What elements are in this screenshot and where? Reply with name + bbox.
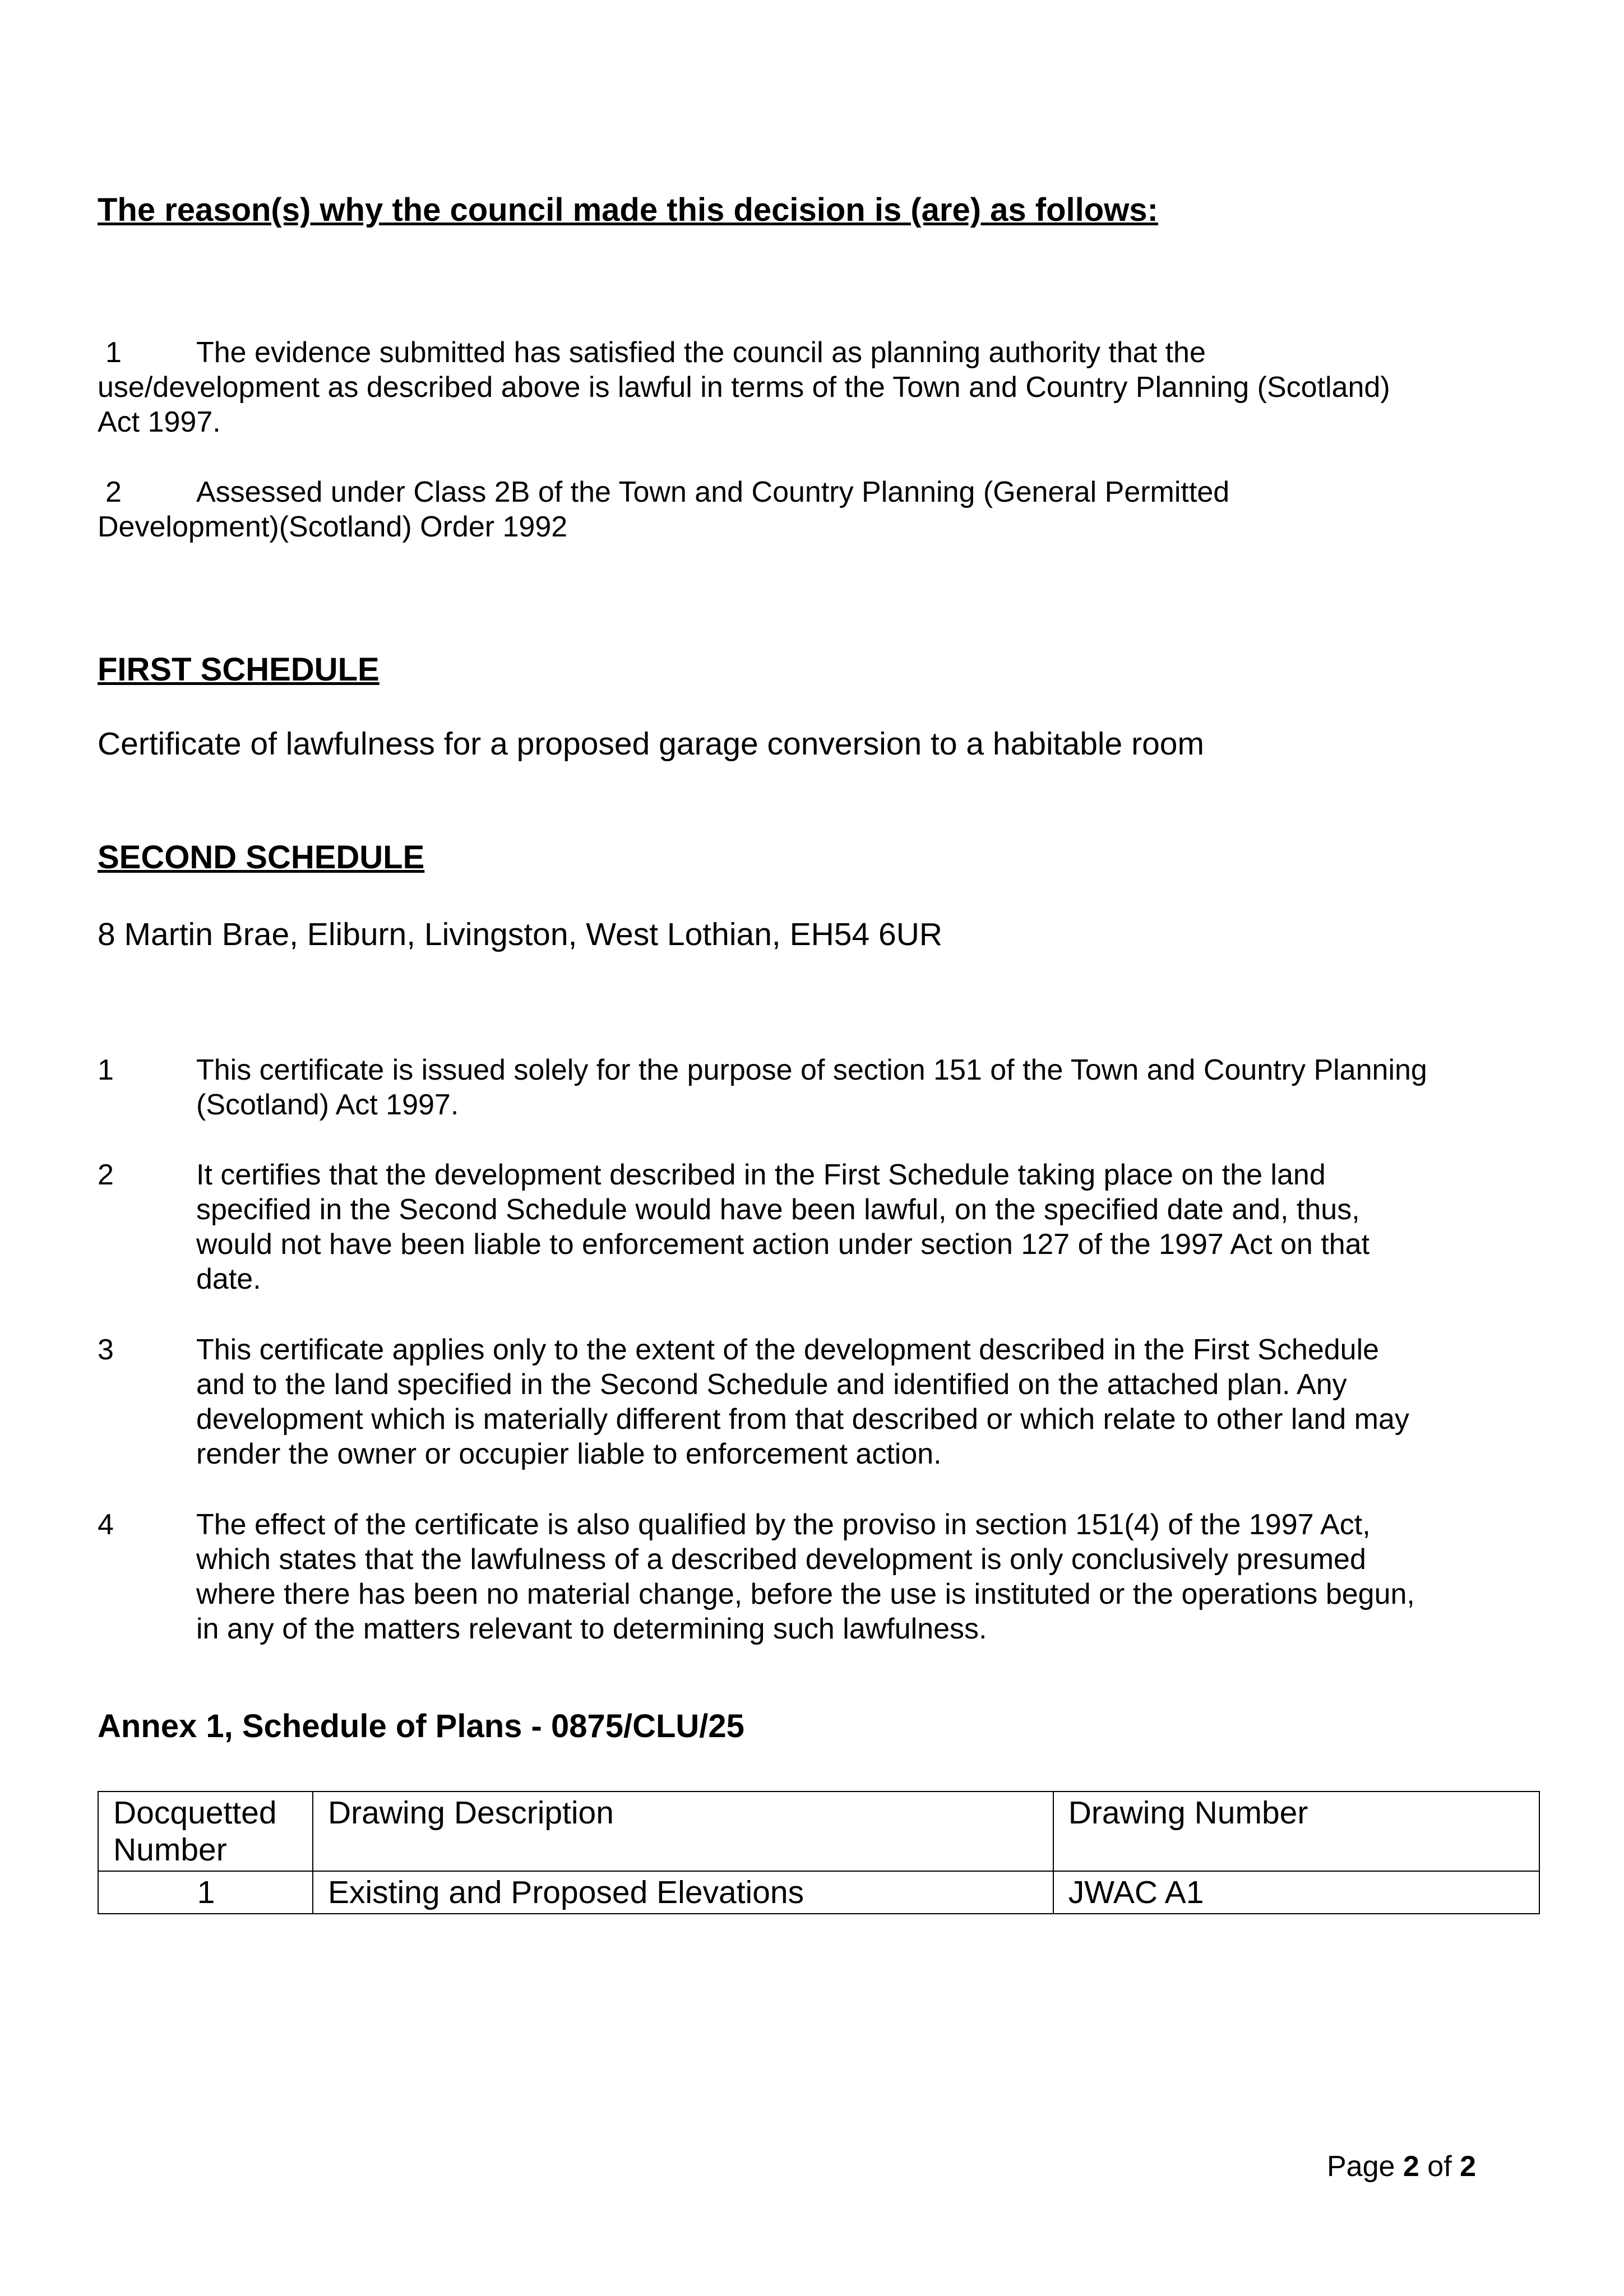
table-header-row [98, 1792, 1539, 1871]
reason-text: The evidence submitted has satisfied the council as planning authority that the [196, 336, 1206, 369]
table-cell-drawing-description: Existing and Proposed Elevations [313, 1871, 1053, 1914]
second-schedule-heading: SECOND SCHEDULE [98, 839, 425, 876]
table-cell-drawing-number: JWAC A1 [1053, 1871, 1539, 1914]
condition-item-2 [98, 1158, 1555, 1297]
condition-line: The effect of the certificate is also qualified by the proviso in section 151(4) of the 1997 Act, [196, 1508, 1371, 1541]
condition-number: 3 [98, 1334, 114, 1366]
condition-text [196, 1332, 1586, 1471]
annex-heading: Annex 1, Schedule of Plans - 0875/CLU/25 [98, 1708, 744, 1744]
condition-line: where there has been no material change, before the use is instituted or the operations begun, [196, 1578, 1415, 1610]
second-schedule-body: 8 Martin Brae, Eliburn, Livingston, West Lothian, EH54 6UR [98, 916, 943, 952]
reason-text: Assessed under Class 2B of the Town and Country Planning (General Permitted [196, 476, 1230, 508]
reason-line: Development)(Scotland) Order 1992 [98, 511, 568, 543]
reason-line [98, 335, 1510, 370]
header-line: Number [113, 1832, 227, 1868]
condition-item-4 [98, 1507, 1555, 1646]
condition-number: 1 [98, 1054, 114, 1086]
table-header-drawing-description: Drawing Description [313, 1792, 1053, 1871]
condition-line: date. [196, 1263, 261, 1295]
page-total: 2 [1460, 2150, 1477, 2183]
condition-line: render the owner or occupier liable to enforcement action. [196, 1438, 942, 1470]
reason-item-1 [98, 335, 1510, 439]
page-number [1327, 2147, 1476, 2186]
reason-number: 2 [105, 476, 122, 508]
condition-text [196, 1158, 1586, 1297]
condition-line: It certifies that the development described in the First Schedule taking place on the land [196, 1159, 1326, 1191]
table-header-docquetted-number [98, 1792, 313, 1871]
table-row [98, 1871, 1539, 1914]
condition-line: specified in the Second Schedule would have been lawful, on the specified date and, thus, [196, 1193, 1360, 1226]
plans-table [98, 1791, 1540, 1914]
condition-line: development which is materially different from that described or which relate to other land may [196, 1403, 1409, 1436]
reason-number: 1 [105, 336, 122, 369]
condition-text [196, 1053, 1586, 1122]
condition-text [196, 1507, 1586, 1646]
page-of-label: of [1427, 2150, 1452, 2183]
condition-number: 2 [98, 1159, 114, 1191]
reason-line: Act 1997. [98, 406, 221, 438]
reasons-heading: The reason(s) why the council made this decision is (are) as follows: [98, 192, 1158, 228]
page-label: Page [1327, 2150, 1395, 2183]
condition-number: 4 [98, 1508, 114, 1541]
header-line: Docquetted [113, 1795, 277, 1831]
first-schedule-heading: FIRST SCHEDULE [98, 651, 380, 688]
table-header-drawing-number: Drawing Number [1053, 1792, 1539, 1871]
reason-item-2 [98, 475, 1510, 544]
page-current: 2 [1403, 2150, 1419, 2183]
condition-line: This certificate is issued solely for the purpose of section 151 of the Town and Country Planning [196, 1054, 1427, 1086]
condition-item-1 [98, 1053, 1555, 1122]
condition-item-3 [98, 1332, 1555, 1471]
condition-line: (Scotland) Act 1997. [196, 1089, 459, 1121]
condition-line: This certificate applies only to the extent of the development described in the First Schedule [196, 1334, 1380, 1366]
reason-line [98, 475, 1510, 510]
condition-line: in any of the matters relevant to determining such lawfulness. [196, 1613, 987, 1645]
condition-line: would not have been liable to enforcement action under section 127 of the 1997 Act on that [196, 1228, 1370, 1261]
condition-line: and to the land specified in the Second Schedule and identified on the attached plan. Any [196, 1368, 1347, 1401]
condition-line: which states that the lawfulness of a described development is only conclusively presumed [196, 1543, 1366, 1576]
reason-line: use/development as described above is lawful in terms of the Town and Country Planning (Scotland) [98, 371, 1390, 404]
first-schedule-body: Certificate of lawfulness for a proposed garage conversion to a habitable room [98, 726, 1204, 762]
table-cell-docquetted-number: 1 [98, 1871, 313, 1914]
